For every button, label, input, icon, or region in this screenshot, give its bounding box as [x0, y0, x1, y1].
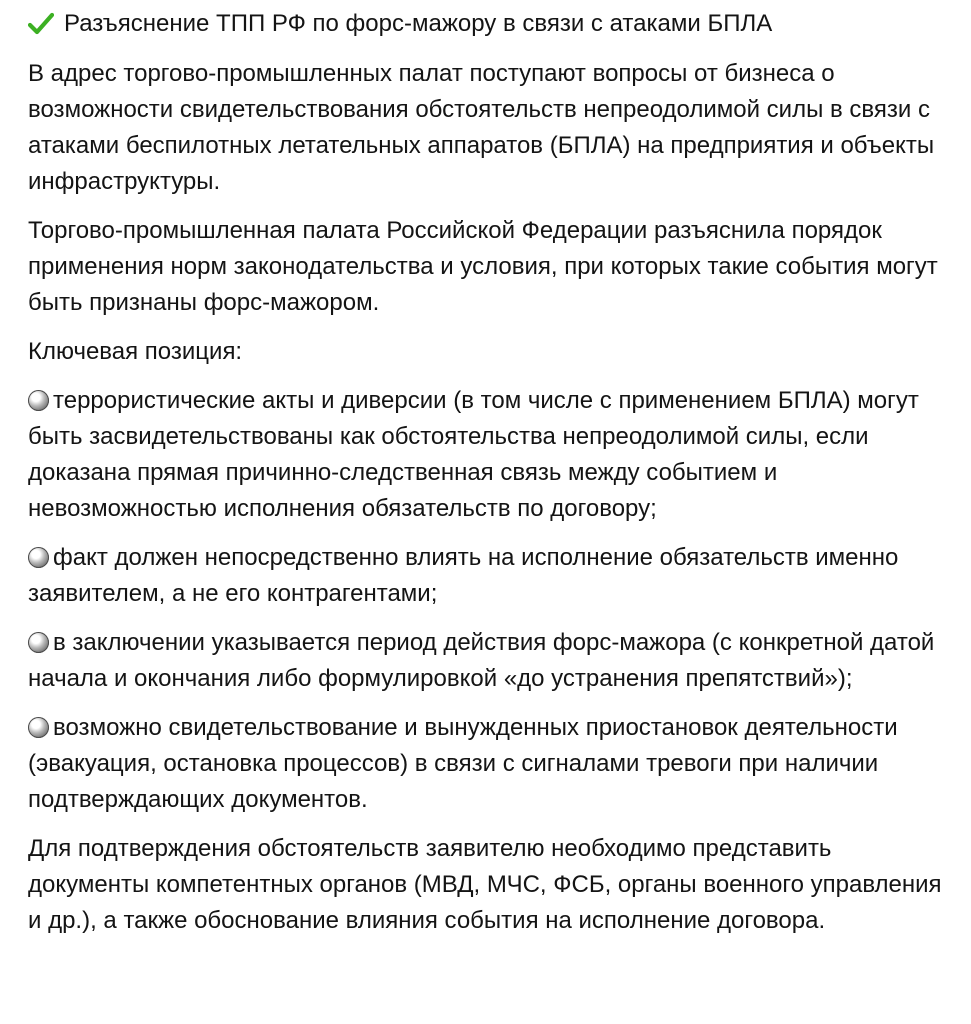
bullet-text: факт должен непосредственно влиять на исполнение обязательств именно заявителем, а не его контрагентами; [28, 544, 899, 607]
post-title-text: Разъяснение ТПП РФ по форс-мажору в связи с атаками БПЛА [64, 10, 773, 37]
documents-paragraph: Для подтверждения обстоятельств заявителю необходимо представить документы компетентных органов (МВД, МЧС, ФСБ, органы военного управления и др.), а также обоснование влияния события на исполнение договора. [28, 835, 942, 934]
bullet-item [28, 383, 958, 527]
bullet-text: возможно свидетельствование и вынужденных приостановок деятельности (эвакуация, остановка процессов) в связи с сигналами тревоги при наличии подтверждающих документов. [28, 714, 898, 813]
post-body [28, 6, 958, 952]
bullet-text: в заключении указывается период действия форс-мажора (с конкретной датой начала и окончания либо формулировкой «до устранения препятствий»); [28, 629, 935, 692]
bullet-item [28, 710, 958, 818]
grey-circle-icon [28, 547, 49, 568]
intro-paragraph: В адрес торгово-промышленных палат поступают вопросы от бизнеса о возможности свидетельствования обстоятельств непреодолимой силы в связи с атаками беспилотных летательных аппаратов (БПЛА) на предприятия и объекты инфраструктуры. [28, 60, 935, 195]
post-title [28, 6, 958, 42]
grey-circle-icon [28, 632, 49, 653]
bullet-item [28, 625, 958, 697]
key-position-label: Ключевая позиция: [28, 338, 243, 365]
bullet-text: террористические акты и диверсии (в том числе с применением БПЛА) могут быть засвидетельствованы как обстоятельства непреодолимой силы, если доказана прямая причинно-следственная связь между событием и невозможностью исполнения обязательств по договору; [28, 387, 919, 522]
grey-circle-icon [28, 717, 49, 738]
explanation-paragraph: Торгово-промышленная палата Российской Федерации разъяснила порядок применения норм законодательства и условия, при которых такие события могут быть признаны форс-мажором. [28, 217, 938, 316]
bullet-item [28, 540, 958, 612]
grey-circle-icon [28, 390, 49, 411]
green-check-icon [28, 11, 54, 37]
